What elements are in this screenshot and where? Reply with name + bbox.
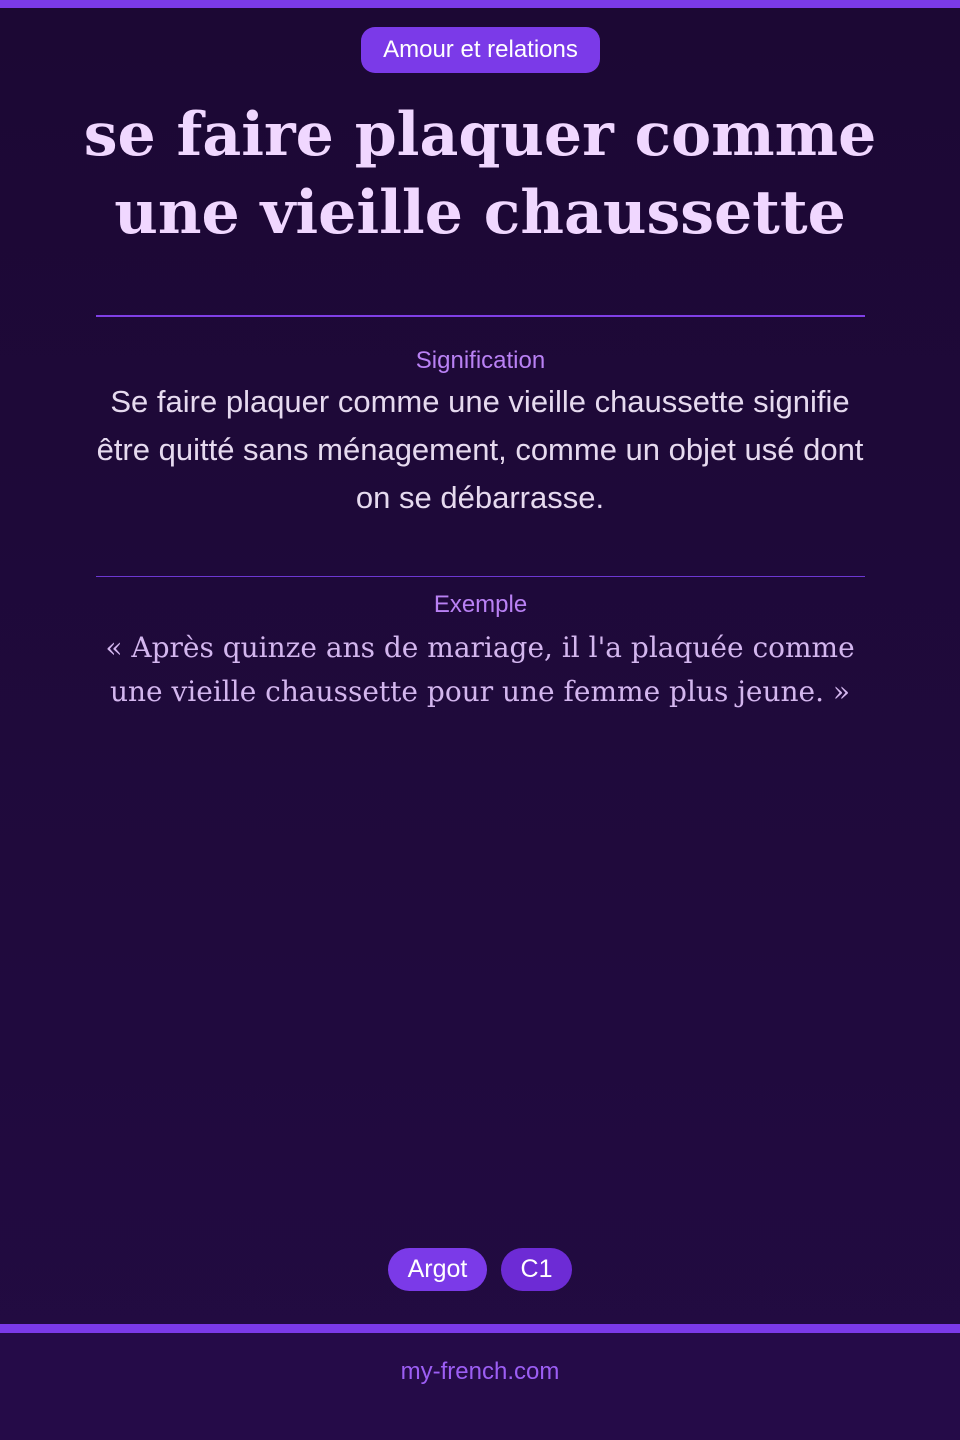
top-accent-bar bbox=[0, 0, 960, 8]
footer-site-link[interactable]: my-french.com bbox=[400, 1358, 560, 1385]
footer-accent-bar bbox=[0, 1324, 960, 1333]
example-label: Exemple bbox=[433, 591, 528, 618]
register-tag[interactable]: Argot bbox=[388, 1248, 487, 1291]
example-text: « Après quinze ans de mariage, il l'a plaquée comme une vieille chaussette pour une femme plus jeune. » bbox=[105, 631, 855, 708]
level-tag[interactable]: C1 bbox=[501, 1248, 572, 1291]
category-badge[interactable]: Amour et relations bbox=[361, 27, 600, 73]
meaning-text: Se faire plaquer comme une vieille chaussette signifie être quitté sans ménagement, comme un objet usé dont on se débarrasse. bbox=[96, 384, 864, 515]
meaning-label: Signification bbox=[415, 347, 546, 374]
meaning-divider bbox=[96, 315, 865, 317]
expression-title: se faire plaquer comme une vieille chaussette bbox=[83, 100, 877, 248]
tag-list bbox=[388, 1248, 572, 1291]
example-divider bbox=[96, 576, 865, 577]
